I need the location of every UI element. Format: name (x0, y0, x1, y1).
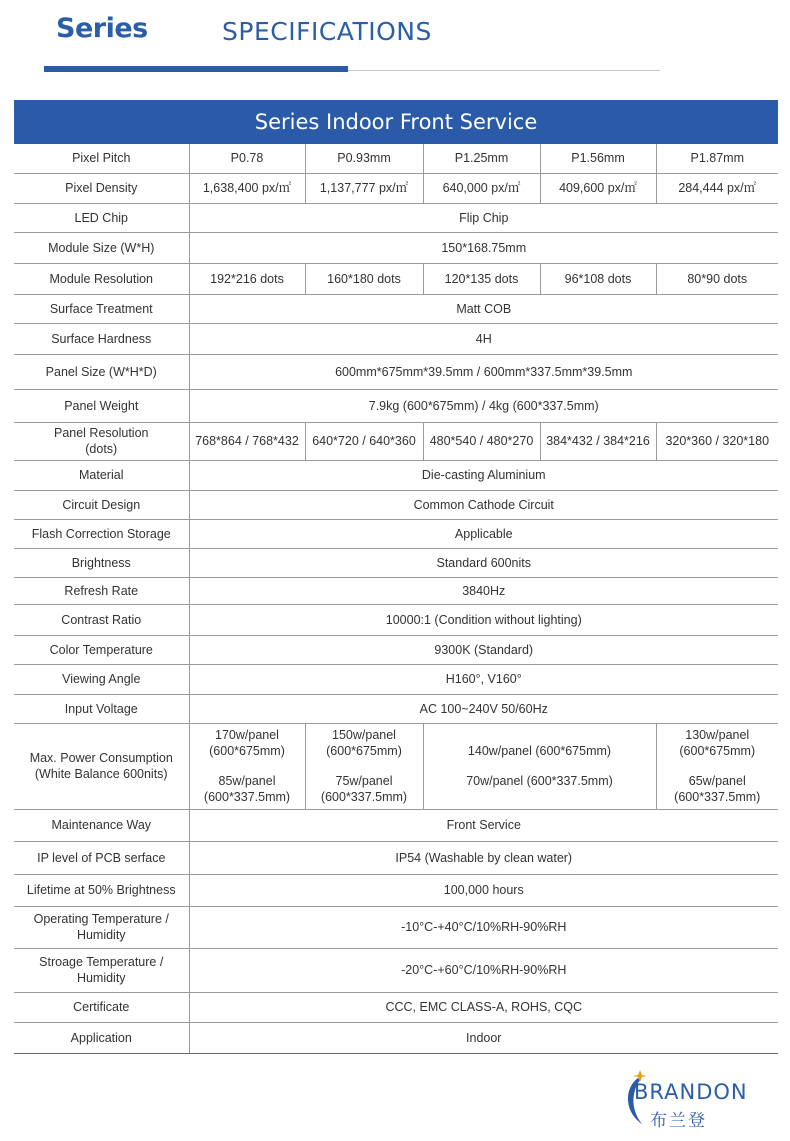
header-accent-bar (44, 66, 348, 72)
cell (305, 723, 423, 809)
table-row (14, 173, 778, 203)
table-row (14, 694, 778, 723)
row-label: Pixel Density (14, 173, 189, 203)
cell: 409,600 px/㎡ (540, 173, 656, 203)
cell: 600mm*675mm*39.5mm / 600mm*337.5mm*39.5mm (189, 354, 778, 389)
row-label-line: Panel Resolution (53, 426, 149, 440)
table-row (14, 906, 778, 948)
cell (423, 723, 656, 809)
row-label: LED Chip (14, 203, 189, 232)
row-label-line: (White Balance 600nits) (34, 767, 168, 781)
cell: 480*540 / 480*270 (423, 422, 540, 460)
row-label (14, 723, 189, 809)
table-row (14, 841, 778, 874)
cell (189, 723, 305, 809)
table-row (14, 548, 778, 577)
cell: Applicable (189, 519, 778, 548)
row-label: Flash Correction Storage (14, 519, 189, 548)
power-value: 70w/panel (600*337.5mm) (466, 774, 613, 788)
cell: 320*360 / 320*180 (656, 422, 778, 460)
power-value: 170w/panel (215, 728, 279, 742)
table-row (14, 263, 778, 294)
row-label: Brightness (14, 548, 189, 577)
row-label: IP level of PCB serface (14, 841, 189, 874)
cell: 640*720 / 640*360 (305, 422, 423, 460)
row-label-line: (dots) (85, 442, 118, 456)
table-row (14, 460, 778, 490)
row-label: Application (14, 1022, 189, 1053)
cell: 640,000 px/㎡ (423, 173, 540, 203)
cell: Front Service (189, 809, 778, 841)
cell: -20°C-+60°C/10%RH-90%RH (189, 948, 778, 992)
cell: 150*168.75mm (189, 232, 778, 263)
cell: 1,638,400 px/㎡ (189, 173, 305, 203)
table-row (14, 664, 778, 694)
row-label: Pixel Pitch (14, 144, 189, 173)
row-label: Lifetime at 50% Brightness (14, 874, 189, 906)
cell: H160°, V160° (189, 664, 778, 694)
row-label: Viewing Angle (14, 664, 189, 694)
cell: Standard 600nits (189, 548, 778, 577)
table-row (14, 490, 778, 519)
table-row (14, 874, 778, 906)
row-label: Input Voltage (14, 694, 189, 723)
cell: 284,444 px/㎡ (656, 173, 778, 203)
power-value: (600*337.5mm) (203, 790, 291, 804)
spec-table (14, 144, 778, 1054)
row-label: Panel Weight (14, 389, 189, 422)
cell: P1.87mm (656, 144, 778, 173)
row-label (14, 422, 189, 460)
row-label: Refresh Rate (14, 577, 189, 604)
cell: Indoor (189, 1022, 778, 1053)
cell: 768*864 / 768*432 (189, 422, 305, 460)
table-row (14, 992, 778, 1022)
row-label: Surface Treatment (14, 294, 189, 323)
row-label: Circuit Design (14, 490, 189, 519)
power-value: 65w/panel (688, 774, 746, 788)
row-label-line: Stroage Temperature / (39, 955, 164, 969)
cell: 3840Hz (189, 577, 778, 604)
row-label-line: Operating Temperature / (33, 912, 169, 926)
table-row (14, 323, 778, 354)
cell: CCC, EMC CLASS-A, ROHS, CQC (189, 992, 778, 1022)
header-specifications-title: SPECIFICATIONS (222, 17, 432, 46)
row-label: Material (14, 460, 189, 490)
table-title-band: Series Indoor Front Service (14, 100, 778, 144)
table-row (14, 294, 778, 323)
cell: 384*432 / 384*216 (540, 422, 656, 460)
row-label (14, 906, 189, 948)
cell: -10°C-+40°C/10%RH-90%RH (189, 906, 778, 948)
table-row (14, 577, 778, 604)
table-row (14, 203, 778, 232)
power-value: (600*337.5mm) (674, 790, 761, 804)
cell: 9300K (Standard) (189, 635, 778, 664)
cell: P1.25mm (423, 144, 540, 173)
row-label: Color Temperature (14, 635, 189, 664)
logo-brand-cn: 布兰登 (650, 1111, 707, 1131)
row-label: Panel Size (W*H*D) (14, 354, 189, 389)
power-value: (600*675mm) (326, 744, 402, 758)
power-value: 75w/panel (335, 774, 393, 788)
table-row (14, 604, 778, 635)
row-label: Contrast Ratio (14, 604, 189, 635)
cell: AC 100~240V 50/60Hz (189, 694, 778, 723)
table-row (14, 809, 778, 841)
cell: P0.78 (189, 144, 305, 173)
table-row (14, 232, 778, 263)
power-value: 150w/panel (332, 728, 396, 742)
table-row (14, 422, 778, 460)
table-row (14, 948, 778, 992)
cell: Matt COB (189, 294, 778, 323)
cell: P0.93mm (305, 144, 423, 173)
cell: 7.9kg (600*675mm) / 4kg (600*337.5mm) (189, 389, 778, 422)
table-row (14, 389, 778, 422)
row-label: Maintenance Way (14, 809, 189, 841)
table-row (14, 144, 778, 173)
cell: P1.56mm (540, 144, 656, 173)
power-value: (600*675mm) (209, 744, 285, 758)
table-row (14, 354, 778, 389)
power-value: (600*337.5mm) (320, 790, 408, 804)
row-label-line: Humidity (76, 928, 126, 942)
power-value: 140w/panel (600*675mm) (467, 744, 612, 758)
cell: IP54 (Washable by clean water) (189, 841, 778, 874)
cell: Common Cathode Circuit (189, 490, 778, 519)
power-value: (600*675mm) (679, 744, 756, 758)
row-label: Module Resolution (14, 263, 189, 294)
row-label (14, 948, 189, 992)
header-series-title: Series (56, 13, 148, 44)
power-value: 85w/panel (218, 774, 276, 788)
row-label-line: Max. Power Consumption (29, 751, 173, 765)
brandon-logo (620, 1066, 770, 1130)
table-row (14, 519, 778, 548)
cell: 192*216 dots (189, 263, 305, 294)
table-row (14, 1022, 778, 1053)
cell: 4H (189, 323, 778, 354)
cell: Die-casting Aluminium (189, 460, 778, 490)
cell: 10000:1 (Condition without lighting) (189, 604, 778, 635)
cell: 120*135 dots (423, 263, 540, 294)
header-divider-line (348, 70, 660, 71)
row-label: Certificate (14, 992, 189, 1022)
row-label: Surface Hardness (14, 323, 189, 354)
row-label: Module Size (W*H) (14, 232, 189, 263)
cell: 1,137,777 px/㎡ (305, 173, 423, 203)
logo-brand-en: BRANDON (634, 1080, 748, 1104)
table-row (14, 723, 778, 809)
table-row (14, 635, 778, 664)
row-label-line: Humidity (76, 971, 126, 985)
power-value: 130w/panel (685, 728, 750, 742)
cell: 160*180 dots (305, 263, 423, 294)
cell: Flip Chip (189, 203, 778, 232)
cell (656, 723, 778, 809)
cell: 80*90 dots (656, 263, 778, 294)
cell: 100,000 hours (189, 874, 778, 906)
cell: 96*108 dots (540, 263, 656, 294)
